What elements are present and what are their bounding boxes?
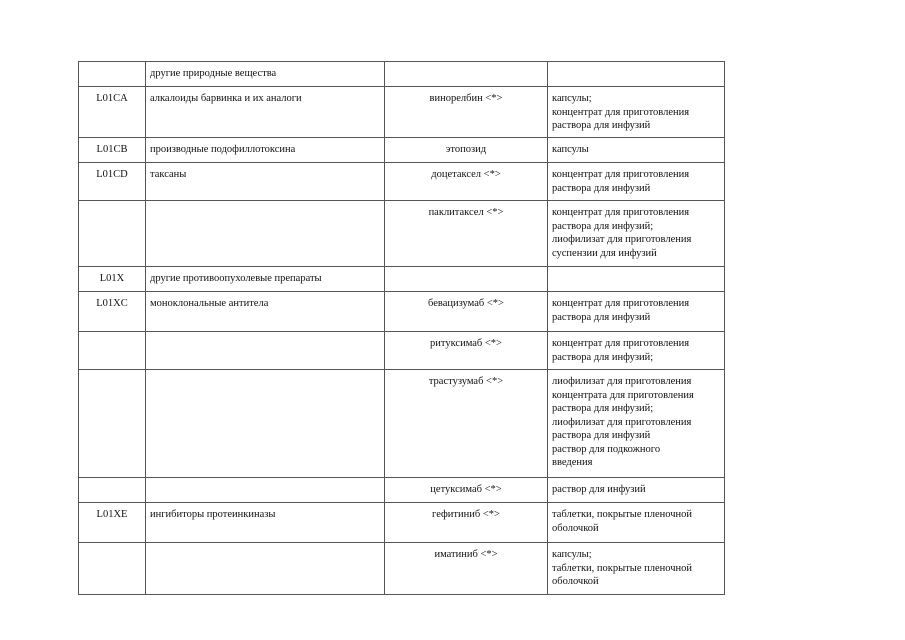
drug-name-cell xyxy=(385,267,548,292)
dosage-form-line: таблетки, покрытые пленочной xyxy=(552,562,693,574)
group-name-cell xyxy=(146,370,385,478)
dosage-form-line: лиофилизат для приготовления xyxy=(552,234,692,245)
dosage-form-line: оболочкой xyxy=(552,576,599,587)
group-name-cell xyxy=(146,478,385,503)
table-row xyxy=(79,87,725,138)
dosage-form-line: капсулы xyxy=(552,144,589,155)
drug-name-cell: доцетаксел <*> xyxy=(385,163,548,201)
atc-code-cell: L01CA xyxy=(79,87,146,138)
drug-name-cell: винорелбин <*> xyxy=(385,87,548,138)
dosage-form-line: лиофилизат для приготовления xyxy=(552,416,692,428)
group-name-cell xyxy=(146,332,385,370)
dosage-form-line: раствора для инфузий; xyxy=(552,220,654,232)
dosage-form-line: концентрата для приготовления xyxy=(552,389,694,401)
group-name-cell: моноклональные антитела xyxy=(146,292,385,332)
dosage-form-cell xyxy=(548,370,725,478)
dosage-form-cell xyxy=(548,543,725,595)
dosage-form-cell xyxy=(548,87,725,138)
drug-name-cell xyxy=(385,62,548,87)
dosage-form-line: концентрат для приготовления xyxy=(552,106,690,118)
table-body xyxy=(79,62,725,595)
dosage-form-line: таблетки, покрытые пленочной xyxy=(552,509,693,520)
dosage-form-cell xyxy=(548,138,725,163)
drug-name-cell: ритуксимаб <*> xyxy=(385,332,548,370)
atc-code-cell xyxy=(79,332,146,370)
atc-code-cell: L01X xyxy=(79,267,146,292)
dosage-form-line: раствор для инфузий xyxy=(552,484,646,495)
dosage-form-cell xyxy=(548,503,725,543)
table-row xyxy=(79,267,725,292)
drug-name-cell: цетуксимаб <*> xyxy=(385,478,548,503)
dosage-form-cell xyxy=(548,478,725,503)
dosage-form-line: раствора для инфузий; xyxy=(552,403,654,414)
dosage-form-line: капсулы; xyxy=(552,549,592,560)
table-row xyxy=(79,163,725,201)
dosage-form-cell xyxy=(548,163,725,201)
drug-name-cell: гефитиниб <*> xyxy=(385,503,548,543)
atc-code-cell xyxy=(79,201,146,267)
dosage-form-line: оболочкой xyxy=(552,522,599,534)
dosage-form-cell xyxy=(548,62,725,87)
table-row xyxy=(79,62,725,87)
dosage-form-line: лиофилизат для приготовления xyxy=(552,376,692,387)
drug-name-cell: этопозид xyxy=(385,138,548,163)
dosage-form-line: раствор для подкожного xyxy=(552,443,661,455)
dosage-form-line: раствора для инфузий; xyxy=(552,351,654,363)
drug-name-cell: трастузумаб <*> xyxy=(385,370,548,478)
dosage-form-cell xyxy=(548,332,725,370)
group-name-cell: таксаны xyxy=(146,163,385,201)
group-name-cell: другие природные вещества xyxy=(146,62,385,87)
table-row xyxy=(79,478,725,503)
dosage-form-line: концентрат для приготовления xyxy=(552,298,690,309)
table-row xyxy=(79,370,725,478)
dosage-form-line: суспензии для инфузий xyxy=(552,247,657,259)
atc-code-cell xyxy=(79,62,146,87)
dosage-form-cell xyxy=(548,267,725,292)
table-row xyxy=(79,543,725,595)
dosage-form-line: раствора для инфузий xyxy=(552,182,651,194)
group-name-cell xyxy=(146,201,385,267)
table-row xyxy=(79,503,725,543)
atc-code-cell xyxy=(79,543,146,595)
dosage-form-line: раствора для инфузий xyxy=(552,120,651,131)
drug-name-cell: паклитаксел <*> xyxy=(385,201,548,267)
atc-code-cell: L01CB xyxy=(79,138,146,163)
dosage-form-line: введения xyxy=(552,457,593,468)
table-row xyxy=(79,292,725,332)
group-name-cell xyxy=(146,543,385,595)
dosage-form-cell xyxy=(548,292,725,332)
dosage-form-line: раствора для инфузий xyxy=(552,311,651,323)
drug-name-cell: бевацизумаб <*> xyxy=(385,292,548,332)
table-row xyxy=(79,332,725,370)
table-row xyxy=(79,201,725,267)
group-name-cell: ингибиторы протеинкиназы xyxy=(146,503,385,543)
drug-name-cell: иматиниб <*> xyxy=(385,543,548,595)
atc-code-cell: L01XC xyxy=(79,292,146,332)
dosage-form-line: раствора для инфузий xyxy=(552,430,651,441)
table-row xyxy=(79,138,725,163)
atc-code-cell xyxy=(79,478,146,503)
dosage-form-line: капсулы; xyxy=(552,93,592,104)
group-name-cell: другие противоопухолевые препараты xyxy=(146,267,385,292)
group-name-cell: производные подофиллотоксина xyxy=(146,138,385,163)
atc-code-cell: L01CD xyxy=(79,163,146,201)
drug-table xyxy=(78,61,725,595)
atc-code-cell xyxy=(79,370,146,478)
atc-code-cell: L01XE xyxy=(79,503,146,543)
group-name-cell: алкалоиды барвинка и их аналоги xyxy=(146,87,385,138)
dosage-form-cell xyxy=(548,201,725,267)
dosage-form-line: концентрат для приготовления xyxy=(552,338,690,349)
dosage-form-line: концентрат для приготовления xyxy=(552,169,690,180)
dosage-form-line: концентрат для приготовления xyxy=(552,207,690,218)
